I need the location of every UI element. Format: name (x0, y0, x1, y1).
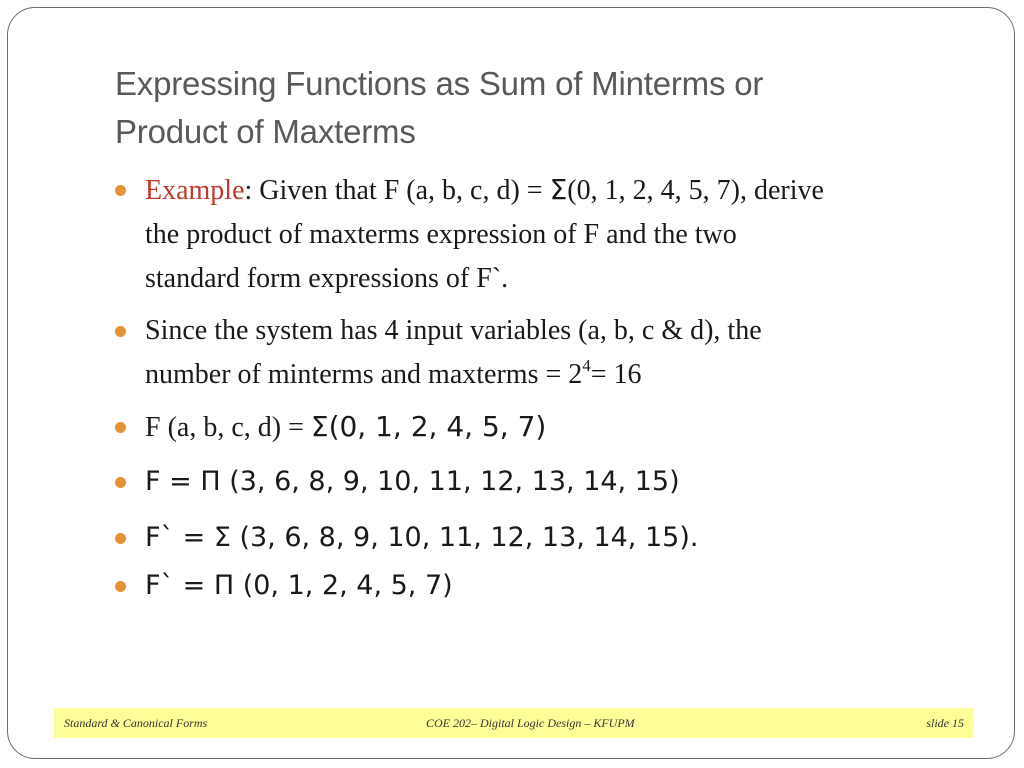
footer-course-title: COE 202– Digital Logic Design – KFUPM (426, 716, 635, 730)
slide-body (108, 168, 988, 608)
bullet-complement-sum (108, 516, 988, 560)
bullet-complement-product (108, 564, 988, 608)
complement-sum-expression: F` = Σ (3, 6, 8, 9, 10, 11, 12, 13, 14, 15). (145, 522, 699, 553)
slide-footer (54, 708, 974, 738)
bullet-dot-icon (115, 533, 126, 544)
product-of-maxterms-expression: F = Π (3, 6, 8, 9, 10, 11, 12, 13, 14, 15) (145, 466, 680, 497)
footer-slide-number: slide 15 (926, 716, 964, 730)
bullet-sum-of-minterms (108, 405, 988, 450)
footer-section-title: Standard & Canonical Forms (64, 716, 208, 730)
bullet-dot-icon (115, 422, 126, 433)
bullet-dot-icon (115, 185, 126, 196)
variables-line-2: number of minterms and maxterms = 2 (145, 359, 583, 390)
bullet-dot-icon (115, 581, 126, 592)
sum-of-minterms-expression: Σ(0, 1, 2, 4, 5, 7) (310, 410, 547, 443)
example-line-3: standard form expressions of F`. (145, 263, 509, 294)
bullet-example (108, 168, 988, 301)
example-text-2: (0, 1, 2, 4, 5, 7), derive (567, 175, 824, 206)
sigma-symbol: Σ (549, 173, 568, 206)
example-label: Example (145, 175, 245, 206)
bullet-input-variables (108, 309, 988, 397)
slide-frame (7, 7, 1015, 759)
slide-title (115, 60, 935, 156)
variables-line-2-post: = 16 (590, 359, 642, 390)
bullet-dot-icon (115, 477, 126, 488)
function-prefix: F (a, b, c, d) = (145, 412, 311, 443)
title-line-2: Product of Maxterms (115, 113, 416, 150)
variables-line-1: Since the system has 4 input variables (a, b, c & d), the (145, 315, 762, 346)
exponent: 4 (582, 355, 591, 375)
bullet-product-of-maxterms (108, 460, 988, 504)
title-line-1: Expressing Functions as Sum of Minterms or (115, 65, 764, 102)
example-text-1: : Given that F (a, b, c, d) = (244, 175, 550, 206)
complement-product-expression: F` = Π (0, 1, 2, 4, 5, 7) (145, 570, 453, 601)
example-line-2: the product of maxterms expression of F and the two (145, 219, 737, 250)
bullet-dot-icon (115, 326, 126, 337)
